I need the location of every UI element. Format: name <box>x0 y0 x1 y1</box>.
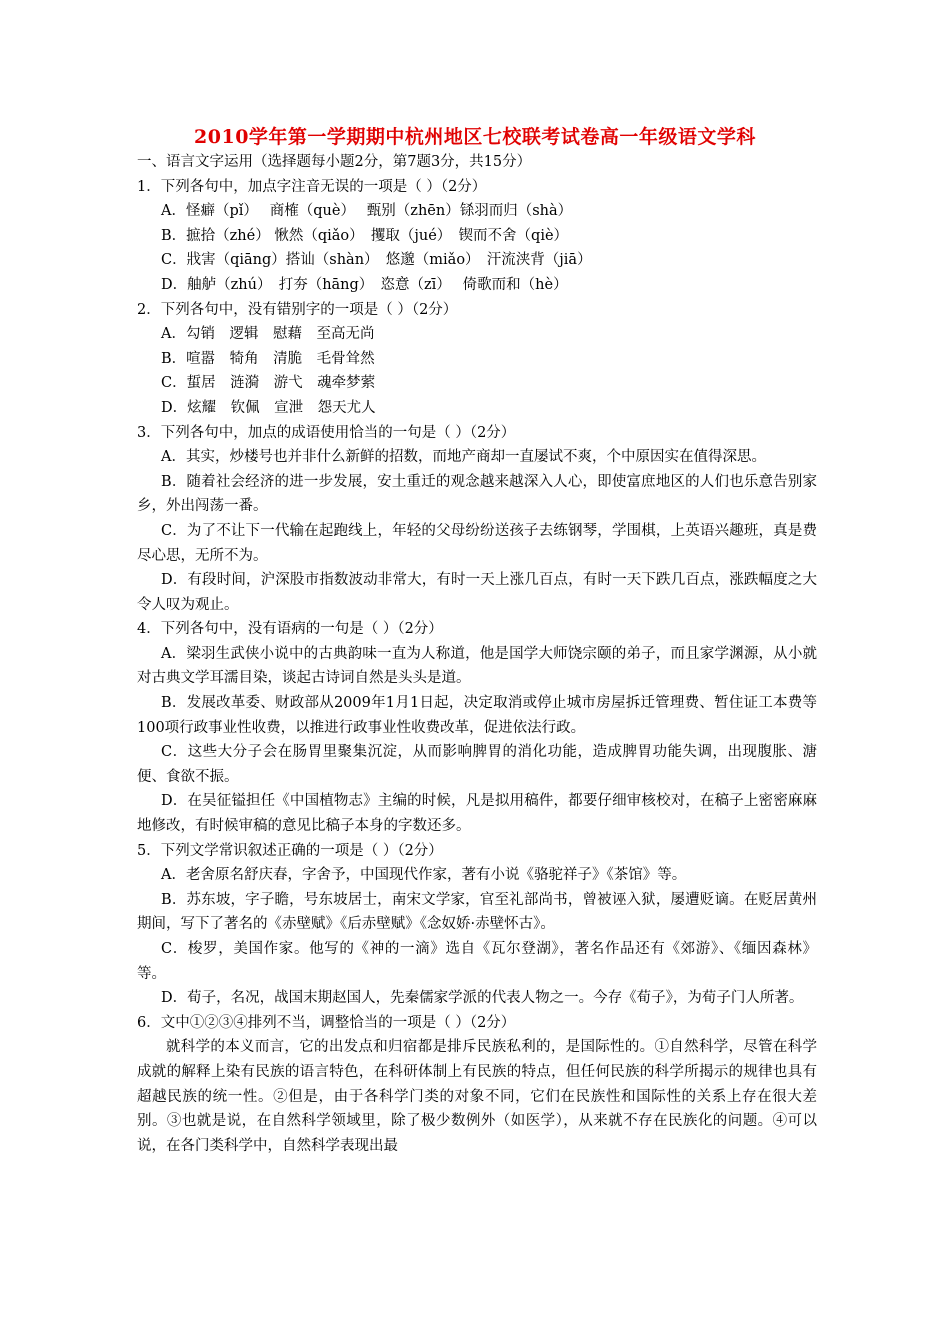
question-stem: 6．文中①②③④排列不当，调整恰当的一项是（ ）（2分） <box>137 1014 516 1031</box>
option-c: C．这些大分子会在肠胃里聚集沉淀，从而影响脾胃的消化功能，造成脾胃功能失调，出现腹胀、溏便、食欲不振。 <box>137 744 817 785</box>
option-b: B．摭拾（zhé） 愀然（qiǎo） 攫取（jué） 锲而不舍（qiè） <box>161 227 569 244</box>
option-c: C．梭罗，美国作家。他写的《神的一滴》选自《瓦尔登湖》，著名作品还有《郊游》、《缅因森林》等。 <box>137 941 817 982</box>
option-d: D．有段时间，沪深股市指数波动非常大，有时一天上涨几百点，有时一天下跌几百点，涨跌幅度之大令人叹为观止。 <box>137 572 817 613</box>
option-b: B．喧嚣 犄角 清脆 毛骨耸然 <box>161 350 375 367</box>
option-d: D．炫耀 钦佩 宣泄 怨天尤人 <box>161 399 376 416</box>
question-3 <box>137 421 817 618</box>
option-b: B．随着社会经济的进一步发展，安土重迁的观念越来越深入人心，即使富庶地区的人们也乐意告别家乡，外出闯荡一番。 <box>137 473 817 515</box>
option-c: C．蜇居 涟漪 游弋 魂牵梦萦 <box>161 375 376 392</box>
question-stem: 1．下列各句中，加点字注音无误的一项是（ ）（2分） <box>137 178 487 195</box>
question-stem: 3．下列各句中，加点的成语使用恰当的一句是（ ）（2分） <box>137 424 516 441</box>
question-4 <box>137 617 817 838</box>
option-d: D．荀子，名况，战国末期赵国人，先秦儒家学派的代表人物之一。今存《荀子》，为荀子门人所著。 <box>161 990 804 1007</box>
section-heading: 一、语言文字运用（选择题每小题2分，第7题3分，共15分） <box>137 154 532 170</box>
option-c: C．戕害（qiāng）搭讪（shàn） 悠邈（miǎo） 汗流浃背（jiā） <box>161 252 592 269</box>
question-6 <box>137 1011 817 1159</box>
option-a: A．梁羽生武侠小说中的古典韵味一直为人称道，他是国学大师饶宗颐的弟子，而且家学渊源，从小就对古典文学耳濡目染，谈起古诗词自然是头头是道。 <box>137 645 817 687</box>
reading-passage: 就科学的本义而言，它的出发点和归宿都是排斥民族私利的，是国际性的。①自然科学，尽管在科学成就的解释上染有民族的语言特色，在科研体制上有民族的特点，但任何民族的科学所揭示的规律也具有超越民族的统一性。②但是，由于各科学门类的对象不同，它们在民族性和国际性的关系上存在很大差别。③也就是说，在自然科学领域里，除了极少数例外（如医学），从来就不存在民族化的问题。④可以说，在各门类科学中，自然科学表现出最 <box>137 1039 817 1154</box>
option-d: D．舳舻（zhú） 打夯（hāng） 恣意（zī） 倚歌而和（hè） <box>161 276 568 293</box>
option-a: A．老舍原名舒庆春，字舍予，中国现代作家，著有小说《骆驼祥子》《茶馆》等。 <box>161 867 687 884</box>
option-c: C．为了不让下一代输在起跑线上，年轻的父母纷纷送孩子去练钢琴，学围棋，上英语兴趣班，真是费尽心思，无所不为。 <box>137 522 817 564</box>
question-stem: 4．下列各句中，没有语病的一句是（ ）（2分） <box>137 621 443 638</box>
question-stem: 2．下列各句中，没有错别字的一项是（ ）（2分） <box>137 301 458 318</box>
question-5 <box>137 839 817 1011</box>
option-a: A．怪癖（pǐ） 商榷（què） 甄别（zhēn）铩羽而归（shà） <box>161 203 573 220</box>
option-a: A．其实，炒楼号也并非什么新鲜的招数，而地产商却一直屡试不爽，个中原因实在值得深思。 <box>161 449 766 466</box>
option-a: A．勾销 逻辑 慰藉 至高无尚 <box>161 326 375 343</box>
question-2 <box>137 298 817 421</box>
option-b: B．苏东坡，字子瞻，号东坡居士，南宋文学家，官至礼部尚书，曾被诬入狱，屡遭贬谪。在贬居黄州期间，写下了著名的《赤壁赋》《后赤壁赋》《念奴娇·赤壁怀古》。 <box>137 891 817 933</box>
question-1 <box>137 175 817 298</box>
option-b: B．发展改革委、财政部从2009年1月1日起，决定取消或停止城市房屋拆迁管理费、暂住证工本费等100项行政事业性收费，以推进行政事业性收费改革，促进依法行政。 <box>137 695 817 736</box>
exam-title: 2010学年第一学期期中杭州地区七校联考试卷高一年级语文学科 <box>194 126 756 148</box>
option-d: D．在吴征镒担任《中国植物志》主编的时候，凡是拟用稿件，都要仔细审核校对，在稿子上密密麻麻地修改，有时候审稿的意见比稿子本身的字数还多。 <box>137 793 817 835</box>
exam-content <box>137 150 817 1158</box>
question-stem: 5．下列文学常识叙述正确的一项是（ ）（2分） <box>137 842 443 859</box>
